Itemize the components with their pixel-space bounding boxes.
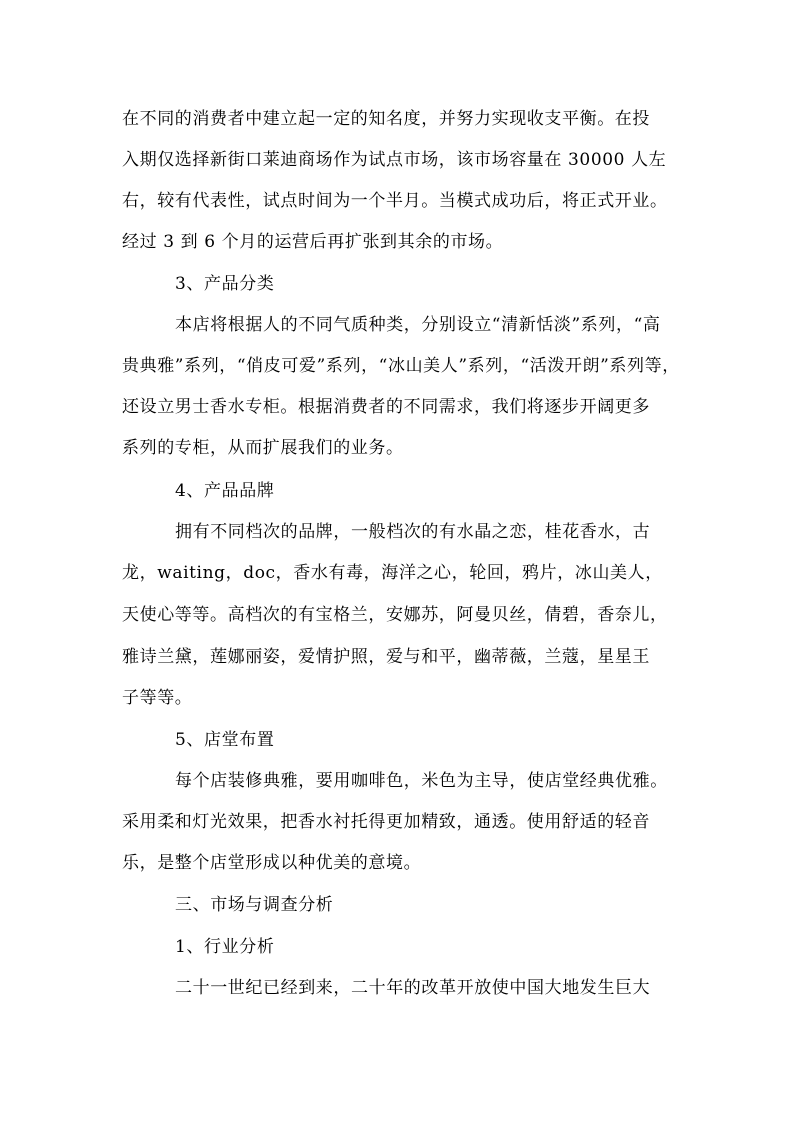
paragraph-line: 在不同的消费者中建立起一定的知名度，并努力实现收支平衡。在投	[122, 109, 650, 129]
section-heading-product-brand: 4、产品品牌	[175, 481, 275, 501]
paragraph-line: 龙，waiting，doc，香水有毒，海洋之心，轮回，鸦片，冰山美人，	[122, 563, 663, 583]
paragraph-line: 采用柔和灯光效果，把香水衬托得更加精致，通透。使用舒适的轻音	[122, 812, 650, 832]
paragraph-line: 拥有不同档次的品牌，一般档次的有水晶之恋，桂花香水，古	[175, 522, 651, 542]
paragraph-line: 右，较有代表性，试点时间为一个半月。当模式成功后，将正式开业。	[122, 191, 668, 211]
section-heading-market-analysis: 三、市场与调查分析	[175, 895, 334, 915]
paragraph-line: 子等等。	[122, 688, 193, 708]
paragraph-line: 经过 3 到 6 个月的运营后再扩张到其余的市场。	[122, 232, 504, 252]
paragraph-line: 乐，是整个店堂形成以种优美的意境。	[122, 853, 422, 873]
paragraph-line: 每个店装修典雅，要用咖啡色，米色为主导，使店堂经典优雅。	[175, 771, 668, 791]
paragraph-line: 系列的专柜，从而扩展我们的业务。	[122, 438, 404, 458]
section-heading-store-layout: 5、店堂布置	[175, 730, 275, 750]
paragraph-line: 本店将根据人的不同气质种类，分别设立“清新恬淡”系列，“高	[175, 315, 661, 335]
section-heading-product-category: 3、产品分类	[175, 274, 275, 294]
paragraph-line: 天使心等等。高档次的有宝格兰，安娜苏，阿曼贝丝，倩碧，香奈儿，	[122, 605, 668, 625]
paragraph-line: 二十一世纪已经到来，二十年的改革开放使中国大地发生巨大	[175, 978, 651, 998]
paragraph-line: 入期仅选择新街口莱迪商场作为试点市场，该市场容量在 30000 人左	[122, 150, 667, 170]
section-heading-industry-analysis: 1、行业分析	[175, 937, 275, 957]
paragraph-line: 还设立男士香水专柜。根据消费者的不同需求，我们将逐步开阔更多	[122, 397, 650, 417]
paragraph-line: 贵典雅”系列，“俏皮可爱”系列，“冰山美人”系列，“活泼开朗”系列等，	[122, 356, 680, 376]
paragraph-line: 雅诗兰黛，莲娜丽姿，爱情护照，爱与和平，幽蒂薇，兰蔻，星星王	[122, 647, 650, 667]
